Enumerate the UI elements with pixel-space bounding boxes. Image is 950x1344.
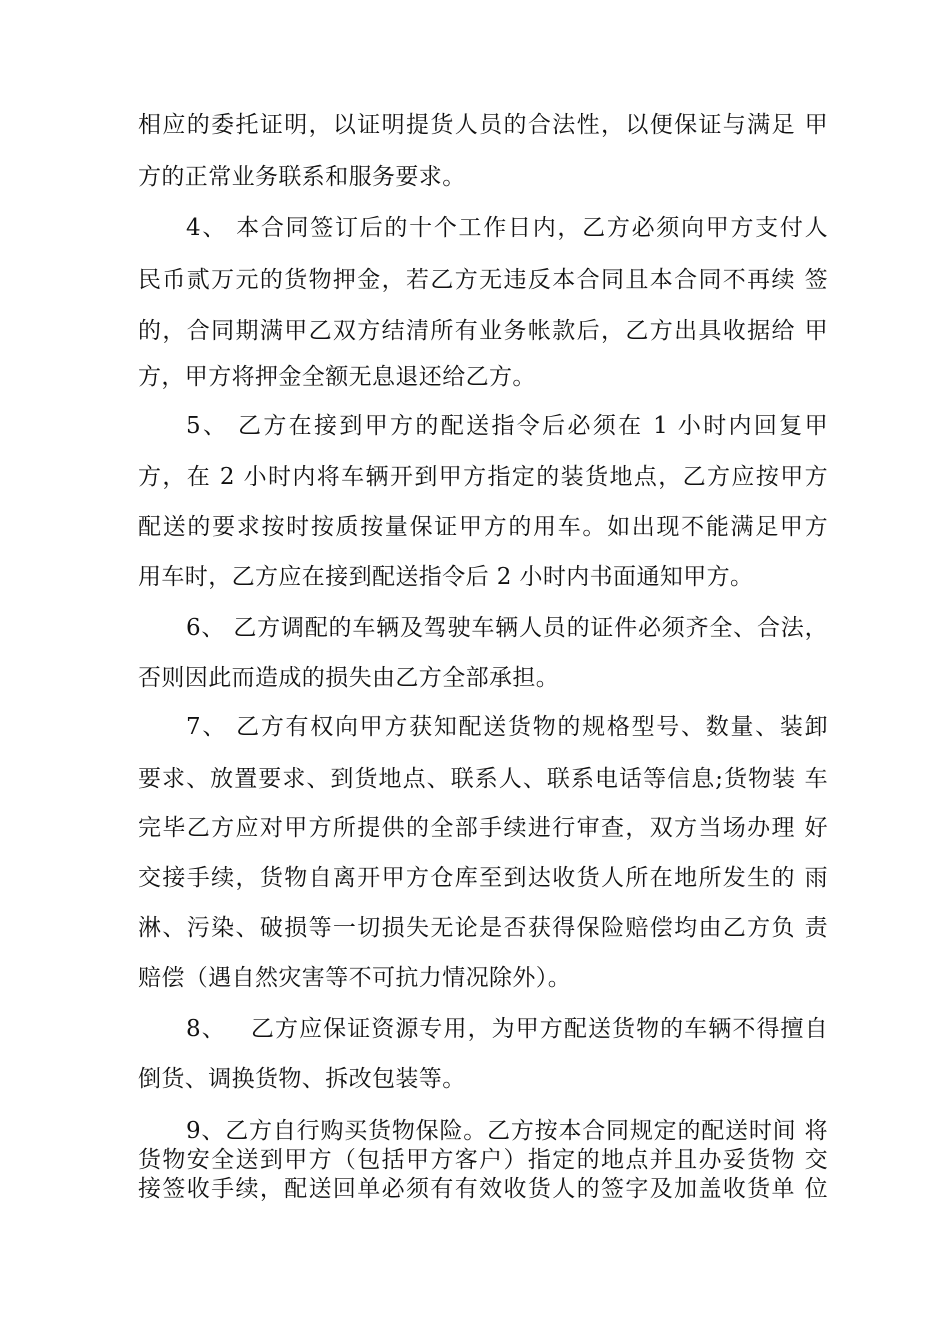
text-line: 相应的委托证明，以证明提货人员的合法性，以便保证与满足 甲 bbox=[138, 112, 828, 138]
text-line: 用车时，乙方应在接到配送指令后 2 小时内书面通知甲方。 bbox=[138, 564, 754, 590]
text-line: 要求、放置要求、到货地点、联系人、联系电话等信息;货物装 车 bbox=[138, 766, 828, 792]
text-line: 9、乙方自行购买货物保险。乙方按本合同规定的配送时间 将 bbox=[186, 1118, 828, 1144]
text-line: 方，甲方将押金全额无息退还给乙方。 bbox=[138, 364, 536, 390]
text-line: 货物安全送到甲方（包括甲方客户）指定的地点并且办妥货物 交 bbox=[138, 1147, 828, 1173]
text-line: 民币贰万元的货物押金，若乙方无违反本合同且本合同不再续 签 bbox=[138, 267, 828, 293]
text-line: 方的正常业务联系和服务要求。 bbox=[138, 164, 466, 190]
text-line: 方，在 2 小时内将车辆开到甲方指定的装货地点，乙方应按甲方 bbox=[138, 464, 828, 490]
text-line: 4、 本合同签订后的十个工作日内，乙方必须向甲方支付人 bbox=[186, 215, 828, 241]
text-line: 倒货、调换货物、拆改包装等。 bbox=[138, 1066, 466, 1092]
text-line: 5、 乙方在接到甲方的配送指令后必须在 1 小时内回复甲 bbox=[186, 413, 828, 439]
text-line: 完毕乙方应对甲方所提供的全部手续进行审查，双方当场办理 好 bbox=[138, 815, 828, 841]
text-line: 配送的要求按时按质按量保证甲方的用车。如出现不能满足甲方 bbox=[138, 514, 828, 540]
text-line: 赔偿（遇自然灾害等不可抗力情况除外）。 bbox=[138, 965, 572, 991]
text-line: 淋、污染、破损等一切损失无论是否获得保险赔偿均由乙方负 责 bbox=[138, 915, 828, 941]
text-line: 6、 乙方调配的车辆及驾驶车辆人员的证件必须齐全、合法， bbox=[186, 615, 828, 641]
text-line: 否则因此而造成的损失由乙方全部承担。 bbox=[138, 665, 560, 691]
text-line: 的，合同期满甲乙双方结清所有业务帐款后，乙方出具收据给 甲 bbox=[138, 318, 828, 344]
text-line: 接签收手续，配送回单必须有有效收货人的签字及加盖收货单 位 bbox=[138, 1176, 828, 1202]
text-line: 7、 乙方有权向甲方获知配送货物的规格型号、数量、装卸 bbox=[186, 714, 828, 740]
text-line: 8、 乙方应保证资源专用，为甲方配送货物的车辆不得擅自 bbox=[186, 1016, 828, 1042]
text-line: 交接手续，货物自离开甲方仓库至到达收货人所在地所发生的 雨 bbox=[138, 865, 828, 891]
